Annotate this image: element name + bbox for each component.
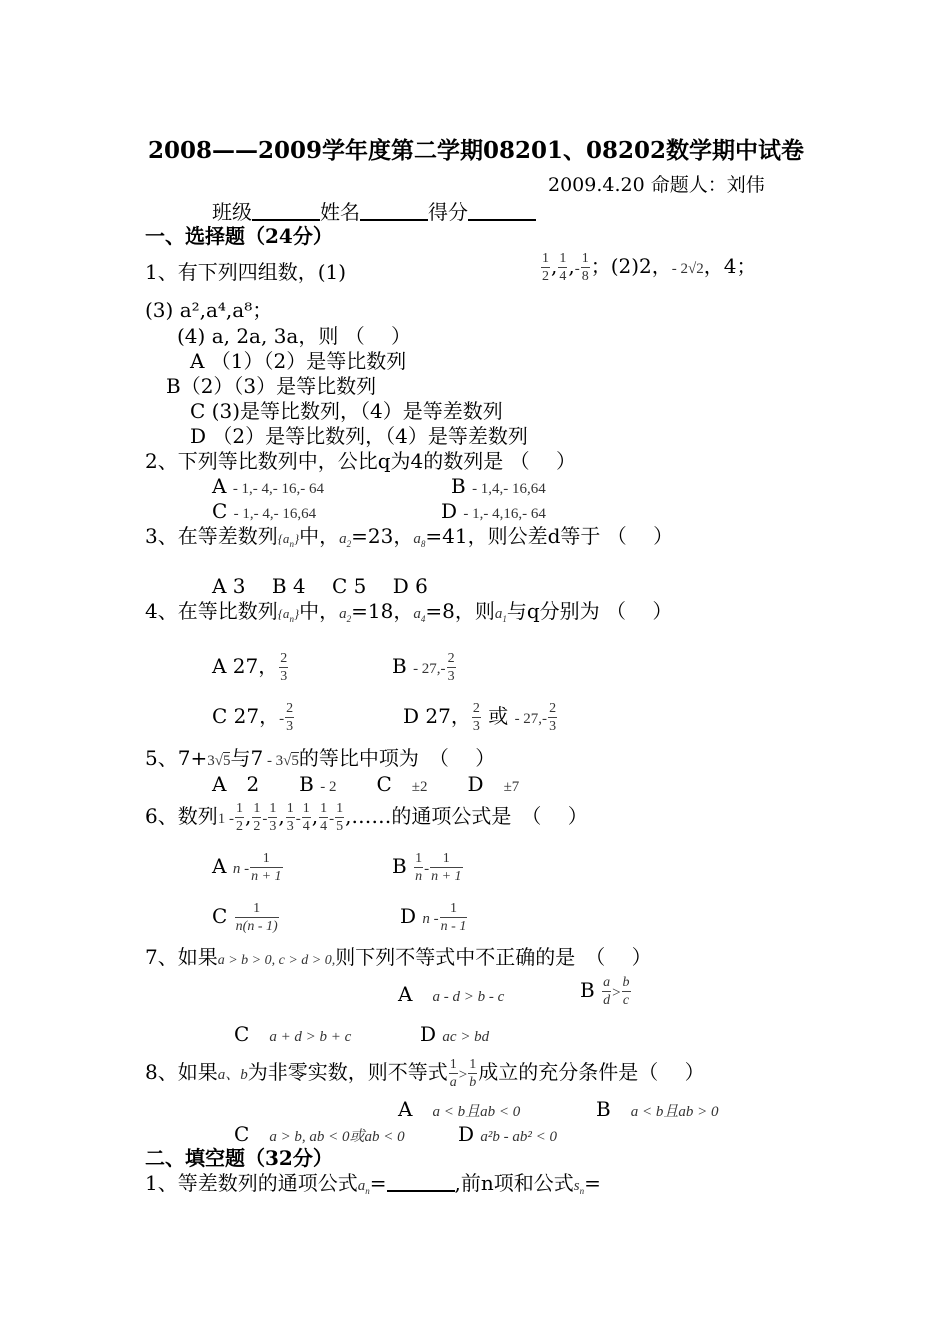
q7-option-a[interactable]: A a - d > b - c: [398, 982, 505, 1006]
q6-option-d[interactable]: D n - $\frac{1}{n - 1}$: [400, 901, 467, 934]
q4-option-b[interactable]: B - 27,- $\frac{2}{3}$: [392, 651, 455, 684]
q4-option-d[interactable]: D 27， $\frac{2}{3}$ 或 - 27,- $\frac{2}{3}$: [403, 701, 557, 734]
date-author: 2009.4.20 命题人：刘伟: [548, 174, 765, 196]
q7-option-d[interactable]: D ac > bd: [420, 1022, 490, 1046]
q7-option-b[interactable]: B $\frac{a}{d}$ > $\frac{b}{c}$: [580, 975, 630, 1008]
q1-group3: (3) a²,a⁴,a⁸；: [145, 298, 273, 322]
fill1-blank-general-term[interactable]: [387, 1172, 455, 1192]
q2-stem: 2、下列等比数列中，公比q为4的数列是 （ ）: [145, 449, 576, 473]
q4-option-a[interactable]: A 27， $\frac{2}{3}$: [212, 651, 288, 684]
q3-options[interactable]: A 3 B 4 C 5 D 6: [212, 574, 428, 598]
header-fields: [212, 200, 536, 224]
section2-heading: 二、填空题（32分）: [145, 1146, 333, 1170]
q2-option-d[interactable]: D - 1,- 4,16,- 64: [441, 499, 546, 523]
score-label: 得分: [428, 200, 468, 224]
q8-option-b[interactable]: B a < b且ab > 0: [596, 1097, 719, 1121]
q8-option-d[interactable]: D a²b - ab² < 0: [458, 1122, 558, 1146]
q3-stem: 3、在等差数列$\{a_n\}$中，$a_2=23$，$a_8=41$，则公差d等于 （ ）: [145, 524, 674, 549]
q2-option-b[interactable]: B - 1,4,- 16,64: [451, 474, 546, 498]
q7-stem: 7、如果a > b > 0, c > d > 0,则下列不等式中不正确的是 （ ）: [145, 945, 652, 969]
q1-option-b[interactable]: B（2）（3）是等比数列: [166, 374, 377, 398]
q6-stem: 6、数列1 - $\frac{1}{2}$ , $\frac{1}{2}$ - $\frac{1}{3}$ , $\frac{1}{3}$ - $\frac{1}{4}$ , $\frac{1}{4}$ - $\frac{1}{5}$ ,……的通项公式是 （ ）: [145, 801, 588, 834]
q6-option-b[interactable]: B $\frac{1}{n}$ - $\frac{1}{n + 1}$: [392, 851, 462, 884]
q4-option-c[interactable]: C 27，- $\frac{2}{3}$: [212, 701, 294, 734]
section1-heading: 一、选择题（24分）: [145, 224, 333, 248]
name-label: 姓名: [320, 200, 360, 224]
q8-option-a[interactable]: A a < b且ab < 0: [398, 1097, 521, 1121]
q8-option-c[interactable]: C a > b, ab < 0或ab < 0: [234, 1122, 405, 1146]
q1-stem: 1、有下列四组数，(1): [145, 260, 347, 284]
q2-option-c[interactable]: C - 1,- 4,- 16,64: [212, 499, 317, 523]
q1-option-d[interactable]: D （2）是等比数列，（4）是等差数列: [190, 424, 528, 448]
fill1-stem: 1、等差数列的通项公式$a_n=$ ,前n项和公式$s_n=$: [145, 1171, 601, 1196]
name-blank[interactable]: [360, 201, 428, 221]
q1-option-c[interactable]: C (3)是等比数列，（4）是等差数列: [190, 399, 503, 423]
q1-group4: (4) a, 2a, 3a，则 （ ）: [177, 324, 412, 348]
q5-stem: 5、7+3√5与7 - 3√5的等比中项为 （ ）: [145, 746, 496, 770]
q6-option-c[interactable]: C $\frac{1}{n(n - 1)}$: [212, 901, 278, 934]
class-blank[interactable]: [252, 201, 320, 221]
class-label: 班级: [212, 200, 252, 224]
q6-option-a[interactable]: A n - $\frac{1}{n + 1}$: [212, 851, 282, 884]
q5-options[interactable]: A 2 B - 2 C ±2 D ±7: [212, 772, 520, 796]
exam-title: 2008——2009学年度第二学期08201、08202数学期中试卷: [148, 137, 805, 164]
q4-stem: 4、在等比数列$\{a_n\}$中，$a_2=18$，$a_4=8$，则$a_1$与q分别为 （ ）: [145, 599, 673, 624]
q2-option-a[interactable]: A - 1,- 4,- 16,- 64: [212, 474, 325, 498]
q1-group1-fractions: $\frac{1}{2}$ , $\frac{1}{4}$ ,- $\frac{1}{8}$ ；(2)2，- 2√2，4；: [542, 251, 757, 284]
neg-2-sqrt2: - 2√2: [671, 261, 704, 277]
q8-stem: 8、如果a、b为非零实数，则不等式 $\frac{1}{a}$ > $\frac{1}{b}$ 成立的充分条件是（ ）: [145, 1057, 705, 1090]
score-blank[interactable]: [468, 201, 536, 221]
q7-option-c[interactable]: C a + d > b + c: [234, 1022, 352, 1046]
q1-option-a[interactable]: A （1）（2）是等比数列: [190, 349, 407, 373]
